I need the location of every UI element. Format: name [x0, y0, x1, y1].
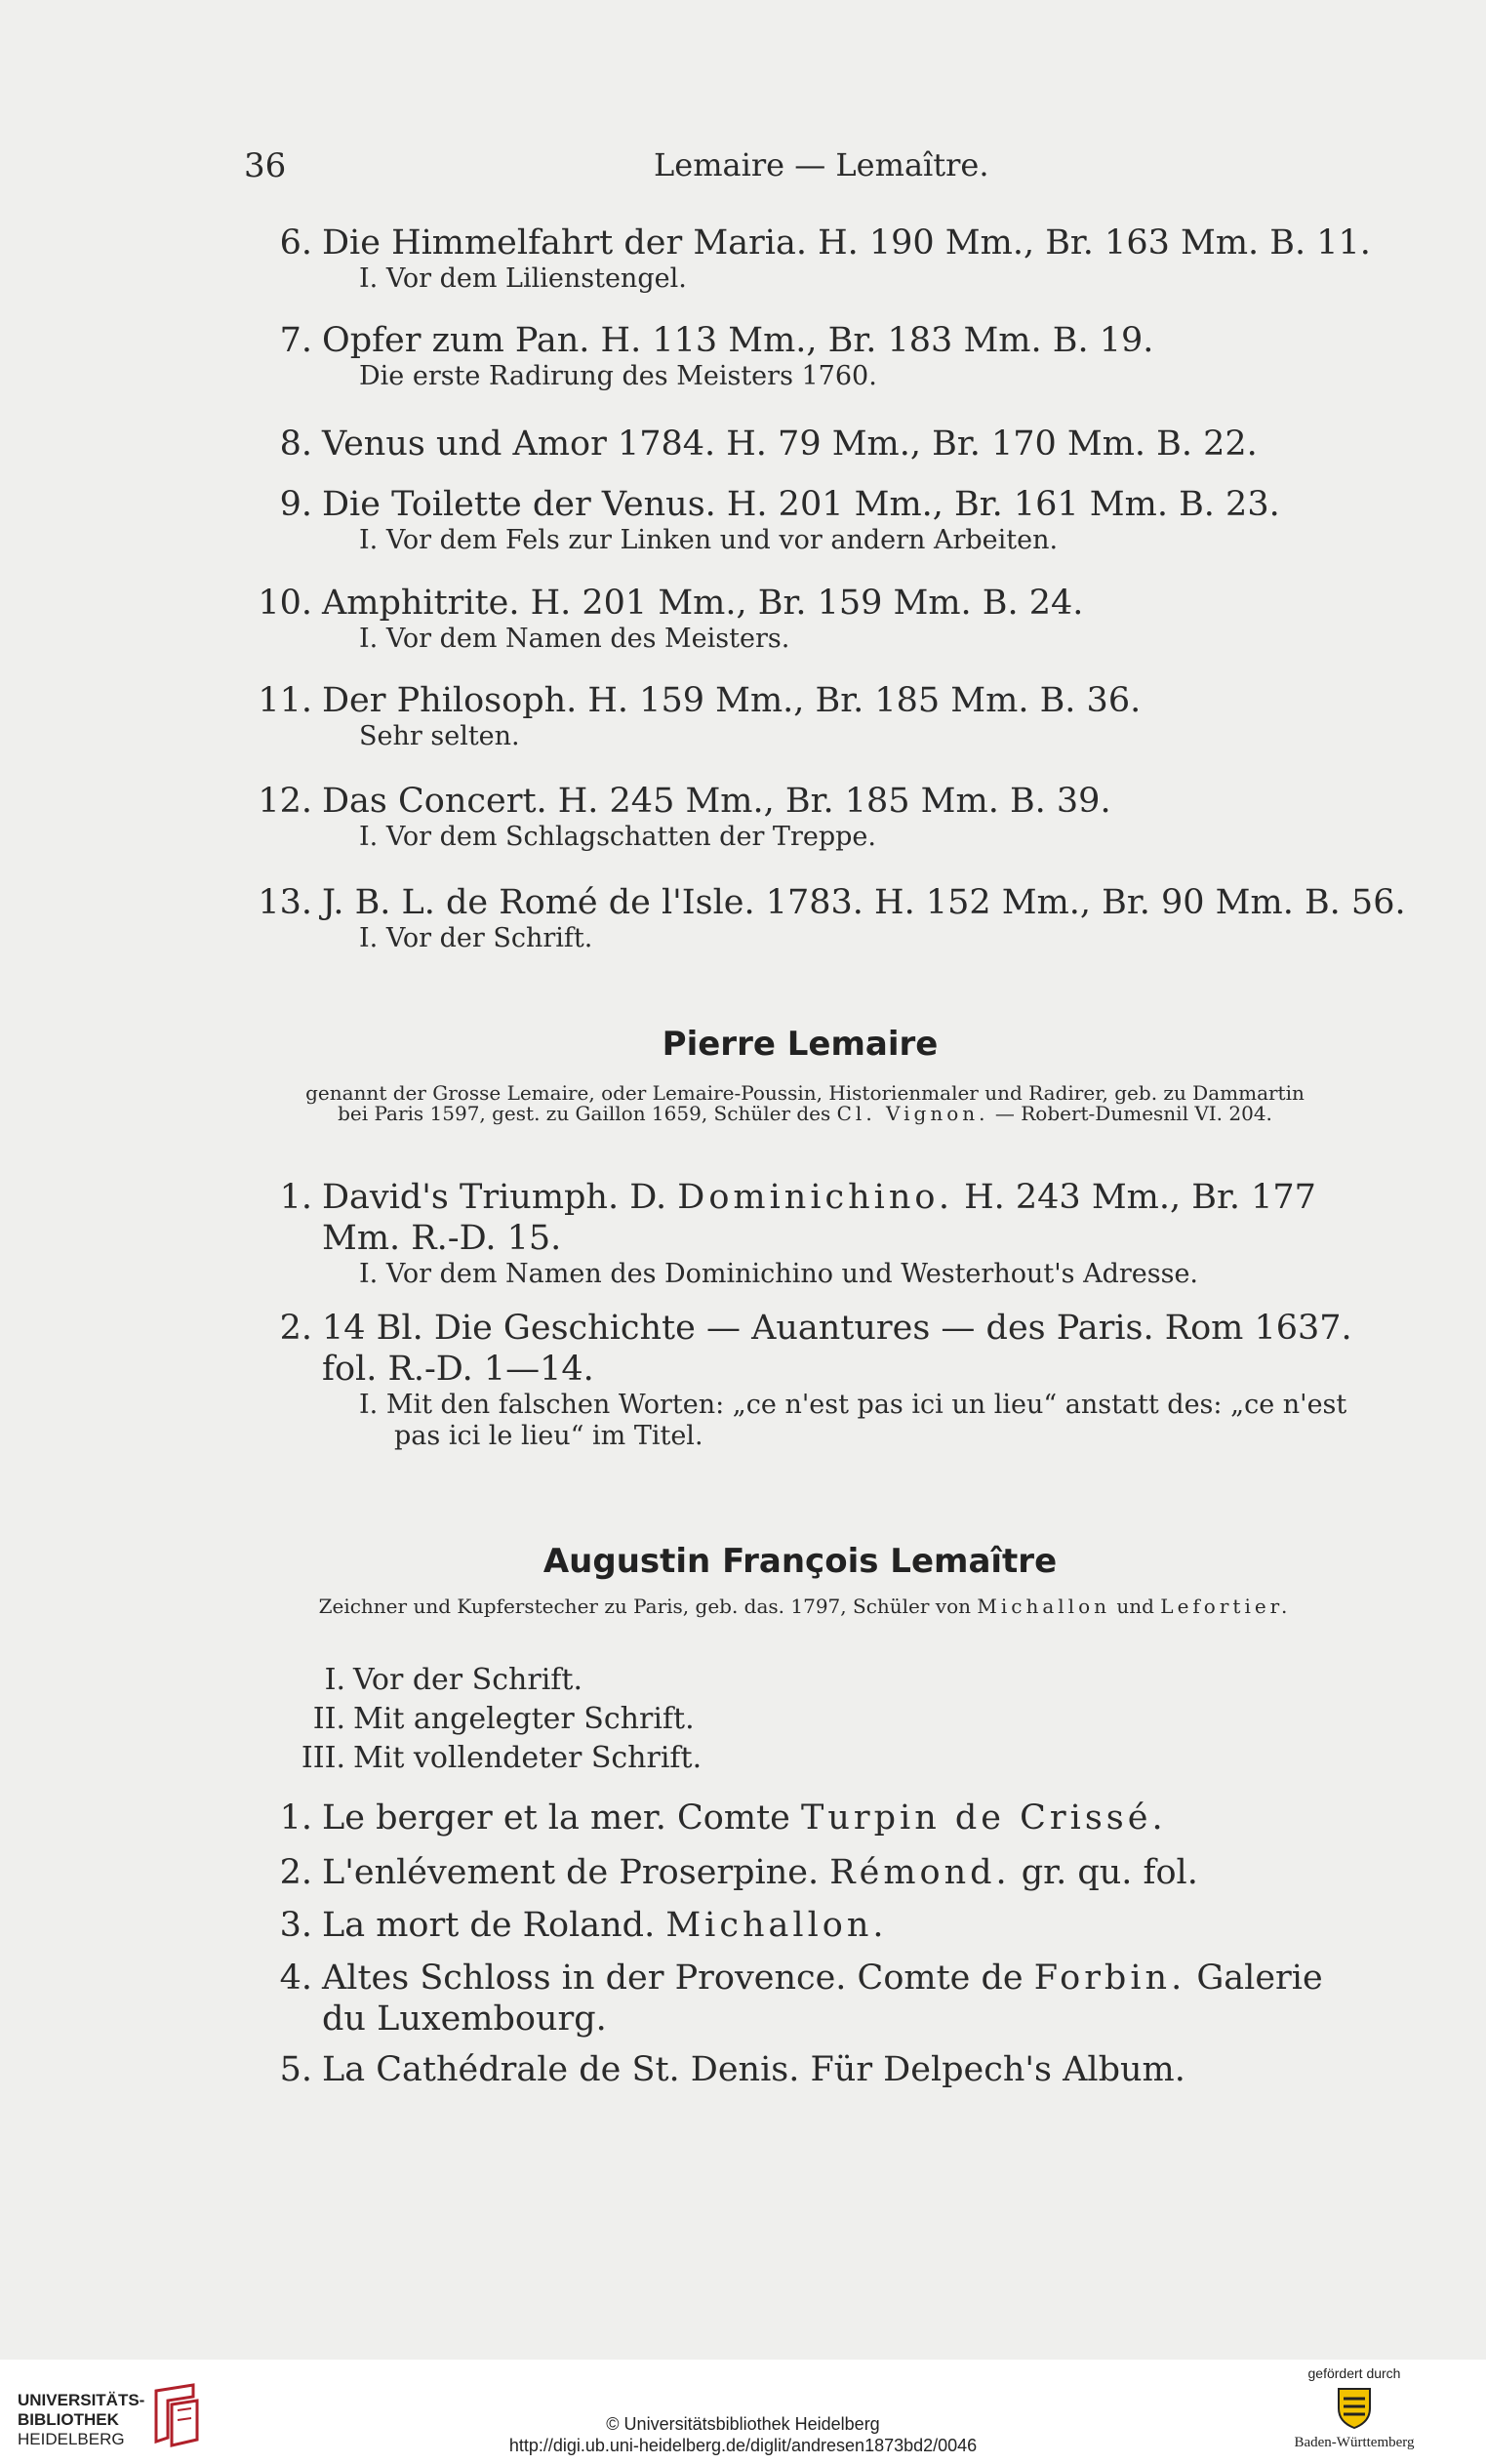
entry: 6. Die Himmelfahrt der Maria. H. 190 Mm., Br. 163 Mm. B. 11. I. Vor dem Lilienstengel.: [279, 223, 1371, 294]
entry: 5. La Cathédrale de St. Denis. Für Delpech's Album.: [279, 2050, 1185, 2089]
state-list-item: III. Mit vollendeter Schrift.: [301, 1741, 703, 1775]
entry: 11. Der Philosoph. H. 159 Mm., Br. 185 Mm. B. 36. Sehr selten.: [258, 681, 1142, 751]
running-header: [244, 146, 1346, 195]
entry: 12. Das Concert. H. 245 Mm., Br. 185 Mm. B. 39. I. Vor dem Schlagschatten der Treppe.: [258, 782, 1111, 852]
state-list-item: II. Mit angelegter Schrift.: [312, 1702, 695, 1736]
entry: 2. L'enlévement de Proserpine. Rémond. gr. qu. fol.: [279, 1853, 1198, 1892]
entry: 4. Altes Schloss in der Provence. Comte de Forbin. Galerie du Luxembourg.: [279, 1959, 1323, 2039]
baden-wuerttemberg-crest-icon: [1331, 2385, 1378, 2430]
section-title-augustin-francois-lemaitre: Augustin François Lemaître: [542, 1542, 1058, 1581]
entry: 1. Le berger et la mer. Comte Turpin de Crissé.: [279, 1798, 1167, 1838]
entry: 8. Venus und Amor 1784. H. 79 Mm., Br. 170 Mm. B. 22.: [279, 424, 1258, 464]
entry: 7. Opfer zum Pan. H. 113 Mm., Br. 183 Mm. B. 19. Die erste Radirung des Meisters 1760.: [279, 321, 1154, 391]
entry: 3. La mort de Roland. Michallon.: [279, 1906, 888, 1945]
footer-bar: [0, 2360, 1486, 2464]
entry: 2. 14 Bl. Die Geschichte — Auantures — des Paris. Rom 1637. fol. R.-D. 1—14. I. Mit den falschen Worten: „ce n'est pas ici un lieu“ anstatt des: „ce n'est pas ici le lieu“ im Titel.: [279, 1309, 1352, 1451]
copyright-notice: © Universitätsbibliothek Heidelberg http://digi.ub.uni-heidelberg.de/diglit/andresen1873bd2/0046: [0, 2413, 1486, 2456]
entry: 9. Die Toilette der Venus. H. 201 Mm., Br. 161 Mm. B. 23. I. Vor dem Fels zur Linken und vor andern Arbeiten.: [279, 485, 1280, 555]
artist-bio: genannt der Grosse Lemaire, oder Lemaire-Poussin, Historienmaler und Radirer, geb. zu Dammartin bei Paris 1597, gest. zu Gaillon 1659, Schüler des Cl. Vignon. — Robert-Dumesnil VI. 204.: [305, 1081, 1305, 1125]
running-title: Lemaire — Lemaître.: [654, 146, 989, 183]
sponsor-block: gefördert durch Baden-Württemberg: [1294, 2365, 1415, 2450]
entry: 1. David's Triumph. D. Dominichino. H. 243 Mm., Br. 177 Mm. R.-D. 15. I. Vor dem Namen des Dominichino und Westerhout's Adresse.: [279, 1178, 1316, 1289]
library-logo-text[interactable]: UNIVERSITÄTS- BIBLIOTHEK HEIDELBERG: [18, 2391, 145, 2448]
entry: 13. J. B. L. de Romé de l'Isle. 1783. H. 152 Mm., Br. 90 Mm. B. 56. I. Vor der Schrift.: [258, 883, 1406, 953]
entry: 10. Amphitrite. H. 201 Mm., Br. 159 Mm. B. 24. I. Vor dem Namen des Meisters.: [258, 584, 1084, 654]
permalink[interactable]: http://digi.ub.uni-heidelberg.de/diglit/andresen1873bd2/0046: [508, 2436, 978, 2455]
section-title-pierre-lemaire: Pierre Lemaire: [662, 1025, 939, 1064]
artist-bio: Zeichner und Kupferstecher zu Paris, geb. das. 1797, Schüler von Michallon und Lefortier.: [318, 1595, 1292, 1618]
page-number: 36: [244, 146, 287, 185]
state-list-item: I. Vor der Schrift.: [324, 1663, 582, 1697]
